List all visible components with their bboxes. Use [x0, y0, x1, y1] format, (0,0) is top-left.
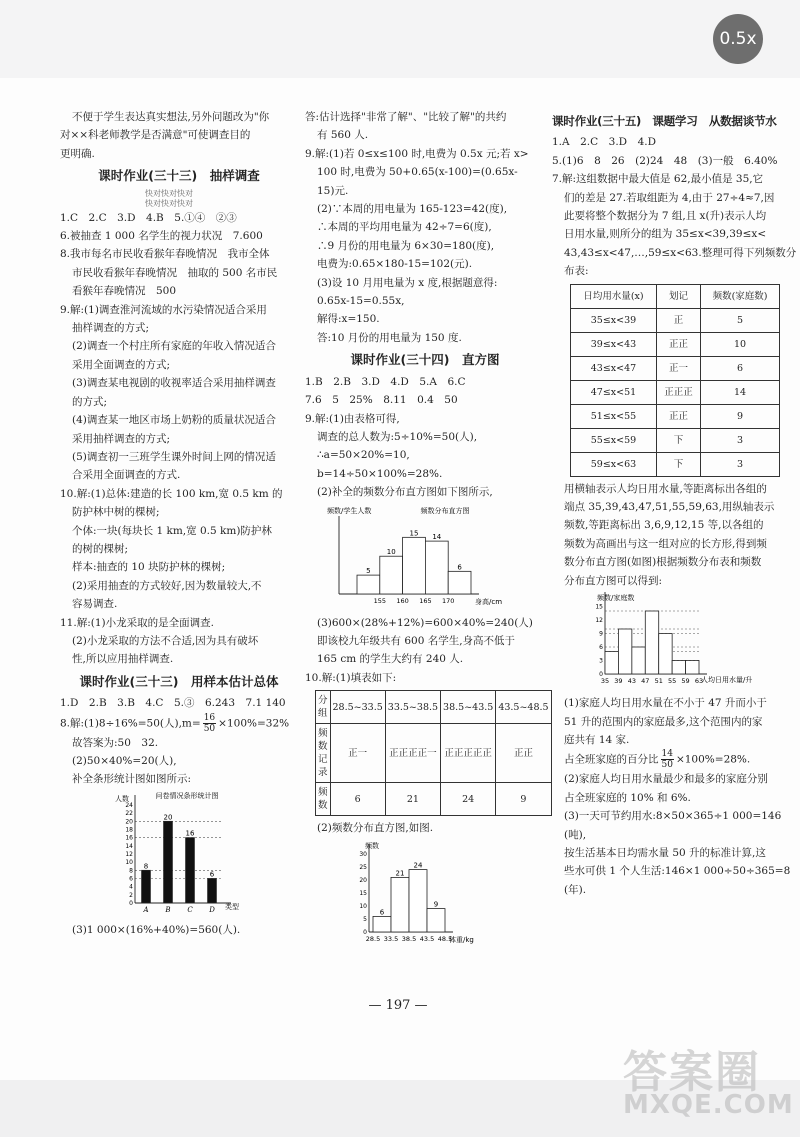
y-tick-label: 6: [599, 644, 603, 652]
text-line: (4)调查某一地区市场上奶粉的质量状况适合: [72, 414, 276, 427]
table-cell: 划记: [656, 284, 700, 308]
x-tick-label: 39: [614, 677, 623, 686]
text-line: 日用水量,则所分的组为 35≤x<39,39≤x<: [564, 228, 767, 241]
bar: [142, 870, 151, 903]
bar: [425, 541, 448, 594]
cell-line: 记录: [318, 754, 328, 779]
x-tick-label: 33.5: [383, 934, 399, 943]
x-tick-label: 63: [694, 677, 704, 686]
table-row: [316, 724, 552, 783]
text-line: 1.D 2.B 3.B 4.C 5.③ 6.243 7.1 140: [60, 697, 286, 710]
fraction: [661, 749, 674, 770]
table-cell: 43≤x<47: [571, 356, 657, 380]
text-line: 防护林中树的棵树;: [72, 506, 160, 519]
data-label: 6: [457, 562, 462, 571]
y-tick-label: 15: [595, 603, 603, 611]
text-line: 即该校九年级共有 600 名学生,身高不低于: [317, 634, 516, 647]
page-number: — 197 —: [368, 998, 428, 1013]
text-line: 用横轴表示人均日用水量,等距离标出各组的: [564, 482, 767, 495]
y-tick-label: 30: [359, 850, 367, 858]
x-tick-label: 47: [641, 677, 650, 686]
y-tick-label: 20: [125, 818, 133, 826]
bar: [427, 908, 445, 931]
table-row: [571, 452, 780, 476]
x-tick-label: 59: [681, 677, 690, 686]
text-line: 分布直方图可以得到:: [564, 574, 663, 587]
text-line: 此要将整个数据分为 7 组,且 x(升)表示人均: [564, 210, 767, 223]
text-line: ∴a=50×20%=10,: [317, 449, 410, 462]
y-tick-label: 20: [359, 876, 367, 884]
y-tick-label: 0: [363, 928, 367, 936]
text-line: 布表:: [564, 265, 589, 278]
y-axis-label: 频数/家庭数: [597, 594, 635, 603]
table-row: [571, 404, 780, 428]
table-cell: 正正: [656, 404, 700, 428]
text-line: 8.我市每名市民收看猴年春晚情况 我市全体: [60, 248, 270, 261]
section-title: 课时作业(三十五) 课题学习 从数据谈节水: [552, 114, 777, 128]
table-cell: 38.5~43.5: [441, 691, 496, 724]
y-tick-label: 2: [129, 891, 133, 899]
table-cell: 频数: [316, 783, 331, 816]
data-label: 14: [432, 532, 442, 541]
histogram-water: [587, 592, 777, 692]
text-line: 5.(1)6 8 26 (2)24 48 (3)一般 6.40%: [552, 154, 778, 167]
x-tick-label: 43.5: [419, 934, 435, 943]
bar: [605, 652, 618, 675]
text-line: 10.解:(1)总体:建造的长 100 km,宽 0.5 km 的: [60, 487, 283, 500]
data-label: 5: [366, 566, 371, 575]
y-axis-label: 人数: [115, 794, 129, 803]
table-row: [571, 380, 780, 404]
text-line: 9.解:(1)由表格可得,: [305, 412, 400, 425]
x-tick-label: 48.5: [437, 934, 453, 943]
data-label: 20: [163, 813, 173, 822]
y-tick-label: 15: [359, 889, 367, 897]
category-label: A: [143, 905, 149, 914]
data-label: 16: [185, 829, 195, 838]
fraction-numerator: 14: [661, 749, 673, 760]
data-label: 24: [413, 861, 423, 870]
text-line: 们的差是 27.若取组距为 4,由于 27÷4≈7,因: [564, 191, 775, 204]
text-line: 采用全面调查的方式;: [72, 358, 171, 371]
bar: [409, 869, 427, 931]
y-axis-label: 频数/学生人数: [327, 506, 372, 515]
fraction-numerator: 16: [203, 712, 216, 723]
text-span: 占全班家庭的百分比: [564, 753, 659, 766]
x-tick-label: 55: [668, 677, 677, 686]
text-line: 165 cm 的学生大约有 240 人.: [317, 653, 464, 666]
text-line: 的树的棵树;: [72, 542, 129, 555]
section-title: 课时作业(三十三) 抽样调查: [98, 168, 260, 184]
text-line: 端点 35,39,43,47,51,55,59,63,用纵轴表示: [564, 501, 775, 514]
y-tick-label: 8: [129, 867, 133, 875]
table-cell: 35≤x<39: [571, 308, 657, 332]
text-line: 0.65x-15=0.55x,: [317, 295, 405, 308]
data-label: 6: [209, 870, 215, 879]
fraction: [203, 713, 216, 734]
text-line: 1.A 2.C 3.D 4.D: [552, 136, 657, 149]
text-line: 调查的总人数为:5÷10%=50(人),: [317, 430, 478, 443]
text-line: 按生活基本日均需水量 50 升的标准计算,这: [564, 846, 766, 859]
table-cell: 10: [701, 332, 780, 356]
frequency-table-weight: [315, 690, 552, 816]
text-span: ×100%=28%.: [675, 753, 751, 766]
table-cell: 频数(家庭数): [701, 284, 780, 308]
x-tick-label: 51: [654, 677, 663, 686]
table-cell: 分组: [316, 691, 331, 724]
y-tick-label: 4: [129, 883, 133, 891]
text-line: 7.6 5 25% 8.11 0.4 50: [305, 394, 458, 407]
fraction-denominator: 50: [661, 760, 673, 771]
table-cell: 6: [330, 783, 385, 816]
text-line: [552, 749, 798, 770]
data-label: 21: [395, 868, 405, 877]
table-cell: 9: [496, 783, 551, 816]
column-left: [60, 108, 298, 939]
table-row: [316, 783, 552, 816]
bar: [380, 556, 403, 594]
text-line: 9.解:(1)调查淮河流域的水污染情况适合采用: [60, 303, 267, 316]
y-axis-label: 频数: [365, 841, 379, 850]
text-line: (3)600×(28%+12%)=600×40%=240(人): [317, 616, 533, 629]
table-cell: 3: [701, 428, 780, 452]
category-label: B: [165, 905, 171, 914]
section-title: 课时作业(三十三) 用样本估计总体: [79, 673, 279, 689]
watermark-site: MXQE.COM: [623, 1090, 794, 1120]
viewer-toolbar: [0, 0, 800, 78]
text-line: 数分布直方图(如图)根据频数分布表和频数: [564, 556, 762, 569]
bar: [672, 661, 685, 675]
text-line: [60, 713, 298, 734]
table-cell: 5: [701, 308, 780, 332]
text-line: 占全班家庭的 10% 和 6%.: [564, 791, 691, 804]
text-line: 采用抽样调查的方式;: [72, 432, 171, 445]
text-span: 8.解:(1)8÷16%=50(人),m=: [60, 717, 201, 730]
chart-title: 问卷情况条形统计图: [155, 791, 219, 800]
text-line: (5)调查初一三班学生课外时间上网的情况适: [72, 450, 276, 463]
x-axis-label: 类型: [225, 902, 239, 911]
y-tick-label: 25: [359, 863, 367, 871]
x-axis-label: 体重/kg: [449, 935, 474, 944]
y-tick-label: 0: [129, 899, 133, 907]
stamp-text: 快对快对快对: [145, 198, 193, 208]
text-line: 对××科老师教学是否满意"可使调查目的: [60, 129, 251, 142]
table-header-row: [316, 691, 552, 724]
text-line: (3)调查某电视剧的收视率适合采用抽样调查: [72, 377, 276, 390]
text-line: (吨),: [564, 828, 587, 841]
text-line: 的方式;: [72, 395, 108, 408]
y-tick-label: 24: [125, 801, 133, 809]
column-right: [552, 108, 798, 899]
category-label: C: [187, 905, 193, 914]
watermark-logo: [615, 1030, 795, 1120]
x-tick-label: 35: [600, 677, 610, 686]
text-line: 1.B 2.B 3.D 4.D 5.A 6.C: [305, 375, 466, 388]
bar: [373, 916, 391, 932]
table-cell: 47≤x<51: [571, 380, 657, 404]
text-line: 市民收看猴年春晚情况 抽取的 500 名市民: [72, 266, 278, 279]
text-line: 抽样调查的方式;: [72, 322, 150, 335]
y-tick-label: 3: [599, 657, 603, 665]
bar: [186, 837, 195, 902]
text-line: (3)一天可节约用水:8×50×365÷1 000=146: [564, 810, 782, 823]
text-line: 故答案为:50 32.: [72, 736, 159, 749]
text-line: 补全条形统计图如图所示:: [72, 773, 192, 786]
bar: [448, 571, 471, 594]
column-middle: [305, 108, 549, 954]
table-cell: 正正: [656, 332, 700, 356]
y-tick-label: 0: [599, 671, 603, 679]
table-cell: 正正: [496, 724, 551, 783]
chart-title: 频数分布直方图: [420, 506, 470, 515]
table-cell: [316, 724, 331, 783]
table-cell: 正: [656, 308, 700, 332]
text-line: 7.解:这组数据中最大值是 62,最小值是 35,它: [552, 173, 764, 186]
table-cell: 43.5~48.5: [496, 691, 551, 724]
table-cell: 59≤x<63: [571, 452, 657, 476]
x-tick-label: 38.5: [401, 934, 417, 943]
bar: [686, 661, 699, 675]
y-tick-label: 6: [129, 875, 133, 883]
cell-line: 频数: [318, 728, 328, 753]
text-line: 更明确.: [60, 147, 95, 160]
table-cell: 6: [701, 356, 780, 380]
text-line: (2)采用抽查的方式较好,因为数量较大,不: [72, 579, 262, 592]
table-cell: 28.5~33.5: [330, 691, 385, 724]
bar: [632, 647, 645, 674]
text-line: 9.解:(1)若 0≤x≤100 时,电费为 0.5x 元;若 x>: [305, 147, 529, 160]
table-cell: 55≤x<59: [571, 428, 657, 452]
table-row: [571, 332, 780, 356]
category-label: D: [209, 905, 215, 914]
text-line: (2)家庭人均日用水量最少和最多的家庭分别: [564, 773, 768, 786]
table-cell: 正一: [656, 356, 700, 380]
text-line: 11.解:(1)小龙采取的是全面调查.: [60, 616, 214, 629]
zoom-level-button[interactable]: 0.5x: [713, 14, 763, 64]
text-line: 6.被抽查 1 000 名学生的视力状况 7.600: [60, 230, 263, 243]
text-line: ∴9 月份的用电量为 6×30=180(度),: [317, 239, 495, 252]
text-line: 解得:x=150.: [317, 313, 380, 326]
y-tick-label: 12: [125, 850, 133, 858]
fraction-denominator: 50: [203, 723, 216, 734]
watermark-text: 答案圈: [623, 1047, 761, 1098]
bar: [403, 537, 426, 594]
table-cell: 21: [385, 783, 440, 816]
text-line: (2)调查一个村庄所有家庭的年收入情况适合: [72, 340, 276, 353]
data-label: 8: [143, 862, 149, 871]
text-span: ×100%=32%: [218, 717, 290, 730]
text-line: 答:估计选择"非常了解"、"比较了解"的共约: [305, 111, 507, 123]
y-tick-label: 12: [595, 617, 603, 625]
x-tick-label: 43: [627, 677, 636, 686]
y-tick-label: 10: [359, 902, 367, 910]
table-cell: 正正正: [656, 380, 700, 404]
text-line: 10.解:(1)填表如下:: [305, 671, 397, 684]
text-line: 51 升的范围内的家庭最多,这个范围内的家: [564, 715, 763, 728]
data-label: 9: [433, 900, 439, 909]
y-tick-label: 5: [363, 915, 367, 923]
histogram-height: [325, 504, 525, 612]
text-line: (2)小龙采取的方法不合适,因为具有破坏: [72, 634, 259, 647]
x-tick-label: 165: [419, 596, 432, 605]
text-line: 些水可供 1 个人生活:146×1 000÷50÷365=8: [564, 865, 791, 878]
bar: [208, 878, 217, 903]
bar: [618, 629, 631, 674]
data-label: 15: [409, 528, 419, 537]
y-tick-label: 14: [125, 842, 133, 850]
table-cell: 下: [656, 428, 700, 452]
text-line: (2)50×40%=20(人),: [72, 755, 177, 767]
y-tick-label: 10: [125, 858, 133, 866]
section-title: 课时作业(三十四) 直方图: [350, 352, 500, 368]
text-line: 频数为高画出与这一组对应的长方形,得到频: [564, 537, 767, 550]
text-line: (3)1 000×(16%+40%)=560(人).: [72, 923, 241, 936]
text-line: (2)补全的频数分布直方图如下图所示,: [317, 486, 493, 499]
text-line: b=14÷50×100%=28%.: [317, 467, 443, 480]
text-line: 合采用全面调查的方式.: [72, 469, 181, 482]
table-cell: 33.5~38.5: [385, 691, 440, 724]
text-line: (2)∵本周的用电量为 165-123=42(度),: [317, 203, 508, 216]
x-tick-label: 155: [373, 596, 387, 605]
text-line: 43,43≤x<47,…,59≤x<63.整理可得下列频数分: [564, 246, 797, 259]
x-tick-label: 170: [441, 596, 455, 605]
table-cell: 3: [701, 452, 780, 476]
bar: [164, 821, 173, 903]
text-line: (年).: [564, 883, 587, 896]
y-tick-label: 16: [125, 834, 133, 842]
text-line: 看猴年春晚情况 500: [72, 285, 177, 298]
x-tick-label: 160: [396, 596, 409, 605]
text-line: (1)家庭人均日用水量在不小于 47 升而小于: [564, 697, 767, 710]
bar-chart-survey: [115, 791, 265, 919]
text-line: 庭共有 14 家.: [564, 733, 630, 746]
table-cell: 9: [701, 404, 780, 428]
table-row: [571, 356, 780, 380]
y-tick-label: 18: [125, 826, 133, 834]
table-header-row: [571, 284, 780, 308]
text-line: 个体:一块(每块长 1 km,宽 0.5 km)防护林: [72, 524, 272, 537]
text-line: 容易调查.: [72, 598, 118, 611]
text-line: 1.C 2.C 3.D 4.B 5.①④ ②③: [60, 211, 237, 224]
table-cell: 39≤x<43: [571, 332, 657, 356]
stamp-text: 快对快对快对: [145, 188, 193, 198]
x-tick-label: 28.5: [365, 934, 381, 943]
text-line: (2)频数分布直方图,如图.: [317, 822, 434, 835]
text-line: 样本:抽查的 10 块防护林的棵树;: [72, 561, 226, 574]
text-line: 15)元.: [317, 184, 349, 197]
text-line: (3)设 10 月用电量为 x 度,根据题意得:: [317, 276, 498, 289]
table-cell: 正正正正正: [441, 724, 496, 783]
y-tick-label: 22: [125, 809, 133, 817]
table-cell: 正一: [330, 724, 385, 783]
text-line: 电费为:0.65×180-15=102(元).: [317, 258, 473, 271]
x-axis-label: 人均日用水量/升: [701, 676, 753, 685]
table-row: [571, 428, 780, 452]
text-line: 不便于学生表达真实想法,另外问题改为"你: [72, 111, 270, 123]
x-axis-label: 身高/cm: [475, 597, 503, 606]
frequency-table-water: [570, 284, 780, 477]
bar: [659, 634, 672, 675]
table-cell: 下: [656, 452, 700, 476]
text-line: 答:10 月份的用电量为 150 度.: [317, 331, 462, 344]
text-line: 性,所以应用抽样调查.: [72, 653, 174, 666]
text-line: 有 560 人.: [317, 129, 369, 142]
bar: [357, 575, 380, 594]
bar: [391, 877, 409, 932]
table-cell: 正正正正一: [385, 724, 440, 783]
table-row: [571, 308, 780, 332]
table-cell: 51≤x<55: [571, 404, 657, 428]
bar: [645, 611, 658, 674]
table-cell: 14: [701, 380, 780, 404]
text-line: 100 时,电费为 50+0.65(x-100)=(0.65x-: [317, 166, 518, 179]
data-label: 6: [379, 907, 385, 916]
table-cell: 24: [441, 783, 496, 816]
y-tick-label: 9: [599, 630, 603, 638]
text-line: ∴本周的平均用电量为 42÷7=6(度),: [317, 221, 492, 234]
text-line: 频数,等距离标出 3,6,9,12,15 等,以各组的: [564, 519, 764, 532]
data-label: 10: [386, 547, 396, 556]
table-cell: 日均用水量(x): [571, 284, 657, 308]
histogram-weight: [345, 840, 495, 952]
